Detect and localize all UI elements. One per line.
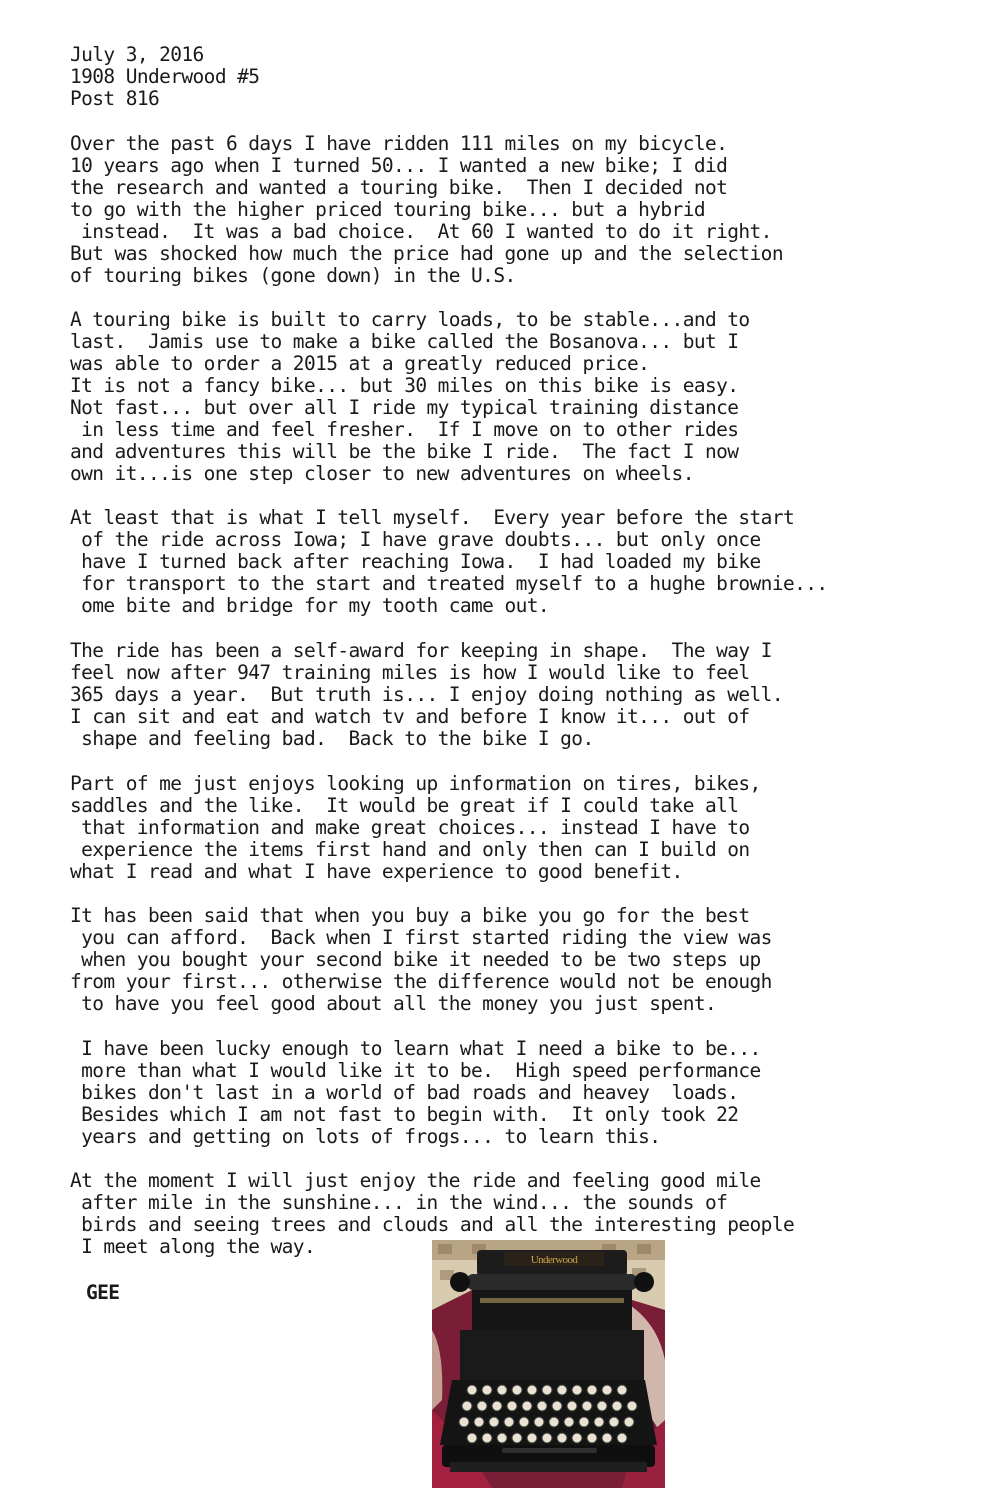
text-line: the research and wanted a touring bike. Then I decided not bbox=[70, 176, 728, 199]
text-line: shape and feeling bad. Back to the bike I go. bbox=[70, 727, 594, 750]
text-line: from your first... otherwise the difference would not be enough bbox=[70, 970, 772, 993]
typewriter bbox=[440, 1250, 657, 1472]
text-line: years and getting on lots of frogs... to learn this. bbox=[70, 1125, 661, 1148]
text-line: when you bought your second bike it needed to be two steps up bbox=[70, 948, 761, 971]
text-line: 10 years ago when I turned 50... I wanted a new bike; I did bbox=[70, 154, 728, 177]
text-line: have I turned back after reaching Iowa. I had loaded my bike bbox=[70, 550, 761, 573]
text-line: It is not a fancy bike... but 30 miles on this bike is easy. bbox=[70, 374, 739, 397]
text-line: was able to order a 2015 at a greatly reduced price. bbox=[70, 352, 650, 375]
text-line: Part of me just enjoys looking up information on tires, bikes, bbox=[70, 772, 761, 795]
text-line: At the moment I will just enjoy the ride and feeling good mile bbox=[70, 1169, 761, 1192]
text-line: Over the past 6 days I have ridden 111 miles on my bicycle. bbox=[70, 132, 728, 155]
text-line: I can sit and eat and watch tv and before I know it... out of bbox=[70, 705, 750, 728]
text-line: At least that is what I tell myself. Every year before the start bbox=[70, 506, 795, 529]
text-line: feel now after 947 training miles is how I would like to feel bbox=[70, 661, 750, 684]
text-line: 365 days a year. But truth is... I enjoy doing nothing as well. bbox=[70, 683, 783, 706]
typewriter-model: 1908 Underwood #5 bbox=[70, 65, 260, 88]
typewriter-photo bbox=[432, 1240, 665, 1488]
text-line: experience the items first hand and only then can I build on bbox=[70, 838, 750, 861]
typewriter-illustration bbox=[432, 1240, 665, 1488]
text-line: But was shocked how much the price had gone up and the selection bbox=[70, 242, 783, 265]
text-line: ome bite and bridge for my tooth came out. bbox=[70, 594, 550, 617]
text-line: for transport to the start and treated myself to a hughe brownie... bbox=[70, 572, 828, 595]
text-line: Not fast... but over all I ride my typical training distance bbox=[70, 396, 739, 419]
text-line: to have you feel good about all the money you just spent. bbox=[70, 992, 717, 1015]
text-line: after mile in the sunshine... in the wind... the sounds of bbox=[70, 1191, 728, 1214]
text-line: you can afford. Back when I first started riding the view was bbox=[70, 926, 772, 949]
text-line: bikes don't last in a world of bad roads and heavey loads. bbox=[70, 1081, 739, 1104]
text-line: Besides which I am not fast to begin with. It only took 22 bbox=[70, 1103, 739, 1126]
text-line: what I read and what I have experience to good benefit. bbox=[70, 860, 683, 883]
text-line: more than what I would like it to be. High speed performance bbox=[70, 1059, 761, 1082]
text-line: birds and seeing trees and clouds and all the interesting people bbox=[70, 1213, 795, 1236]
post-number: Post 816 bbox=[70, 87, 160, 110]
text-line: A touring bike is built to carry loads, to be stable...and to bbox=[70, 308, 750, 331]
text-line: of touring bikes (gone down) in the U.S. bbox=[70, 264, 516, 287]
text-line: and adventures this will be the bike I ride. The fact I now bbox=[70, 440, 739, 463]
text-line: own it...is one step closer to new adventures on wheels. bbox=[70, 462, 694, 485]
text-line: I have been lucky enough to learn what I need a bike to be... bbox=[70, 1037, 761, 1060]
text-line: of the ride across Iowa; I have grave doubts... but only once bbox=[70, 528, 761, 551]
text-line: saddles and the like. It would be great if I could take all bbox=[70, 794, 739, 817]
signature-initials: GEE bbox=[86, 1281, 120, 1304]
text-line: I meet along the way. bbox=[70, 1235, 316, 1258]
letter-date: July 3, 2016 bbox=[70, 43, 204, 66]
text-line: instead. It was a bad choice. At 60 I wanted to do it right. bbox=[70, 220, 772, 243]
text-line: to go with the higher priced touring bike... but a hybrid bbox=[70, 198, 705, 221]
text-line: It has been said that when you buy a bike you go for the best bbox=[70, 904, 750, 927]
text-line: in less time and feel fresher. If I move on to other rides bbox=[70, 418, 739, 441]
text-line: that information and make great choices... instead I have to bbox=[70, 816, 750, 839]
brand-decal: Underwood bbox=[530, 1254, 578, 1266]
text-line: The ride has been a self-award for keeping in shape. The way I bbox=[70, 639, 772, 662]
text-line: last. Jamis use to make a bike called the Bosanova... but I bbox=[70, 330, 739, 353]
